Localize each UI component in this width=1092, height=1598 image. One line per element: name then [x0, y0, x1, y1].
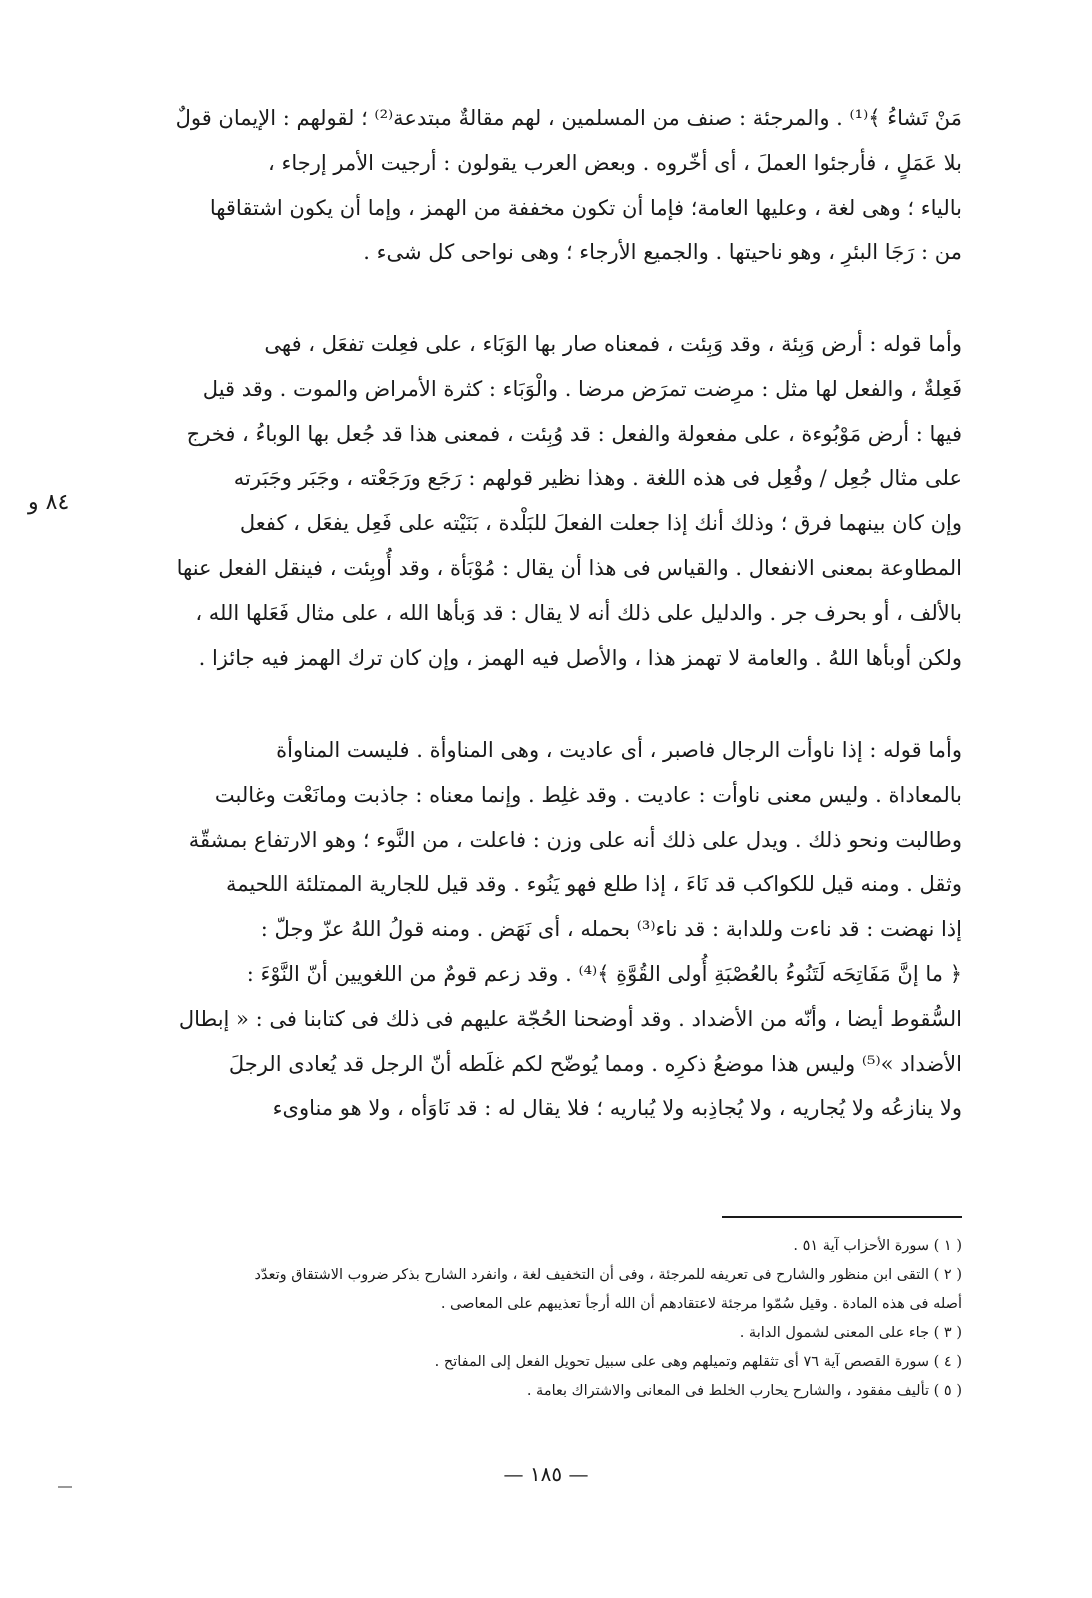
footnote-line: ( ٤ ) سورة القصص آية ٧٦ أى تثقلهم وتميلهم وهى على سبيل تحويل الفعل إلى المفاتح .	[434, 1354, 962, 1370]
text-line: المطاوعة بمعنى الانفعال . والقياس فى هذا أن يقال : مُوْبَأة ، وقد أُوبِئت ، فينقل الفعل عنها	[176, 555, 962, 580]
text-line: وأما قوله : أرض وَبِئة ، وقد وَبِئت ، فمعناه صار بها الوَبَاء ، على فعِلت تفعَل ، فهى	[264, 332, 962, 356]
text-line: بالياء ؛ وهى لغة ، وعليها العامة؛ فإما أن تكون مخففة من الهمز ، وإما أن يكون اشتقاقها	[209, 195, 962, 220]
text-line: ولكن أوبأها اللهُ . والعامة لا تهمز هذا ، والأصل فيه الهمز ، وإن كان ترك الهمز فيه جائزا .	[198, 645, 962, 670]
text-line: ﴿ ما إنَّ مَفَاتِحَه لَتَنُوءُ بالعُصْبَةِ أُولى القُوَّةِ ﴾⁽⁴⁾ . وقد زعم قومٌ من اللغويين أنّ النَّوْءَ :	[246, 961, 962, 986]
paragraph-1	[120, 96, 962, 275]
text-line: السُّقوط أيضا ، وأنّه من الأضداد . وقد أوضحنا الحُجّة عليهم فى ذلك فى كتابنا فى : « إبطال	[178, 1006, 962, 1031]
footnote-line: ( ٢ ) التقى ابن منظور والشارح فى تعريفه للمرجئة ، وفى أن التخفيف لغة ، وانفرد الشارح بذكر ضروب الاشتقاق وتعدّد	[254, 1267, 962, 1283]
page-number: — ١٨٥ —	[503, 1462, 589, 1486]
text-line: فيها : أرض مَوْبُوءة ، على مفعولة والفعل : قد وُبِئت ، فمعنى هذا قد جُعل بها الوباءُ ، فخرج	[186, 421, 962, 446]
manuscript-folio-marker: ٨٤ و	[28, 490, 70, 515]
footnote-line: ( ٥ ) تأليف مفقود ، والشارح يحارب الخلط فى المعانى والاشتراك بعامة .	[526, 1383, 962, 1399]
text-line: من : رَجَا البئرِ ، وهو ناحيتها . والجميع الأرجاء ؛ وهى نواحى كل شىء .	[363, 240, 962, 265]
footnote-line: ( ١ ) سورة الأحزاب آية ٥١ .	[793, 1238, 962, 1254]
text-line: وأما قوله : إذا ناوأت الرجال فاصبر ، أى عاديت ، وهى المناوأة . فليست المناوأة	[276, 738, 962, 762]
footnote-line: أصله فى هذه المادة . وقيل سُمّوا مرجئة لاعتقادهم أن الله أرجأ تعذيبهم على المعاصى .	[440, 1296, 962, 1312]
text-line: وطالبت ونحو ذلك . ويدل على ذلك أنه على وزن : فاعلت ، من النَّوء ؛ وهو الارتفاع بمشقّة	[188, 827, 962, 852]
text-line: إذا نهضت : قد ناءت وللدابة : قد ناء⁽³⁾ بحمله ، أى نَهَض . ومنه قولُ اللهُ عزّ وجلّ :	[260, 917, 962, 942]
text-line: بالمعاداة . وليس معنى ناوأت : عاديت . وقد غلِط . وإنما معناه : جاذبت ومانَعْت وغالبت	[214, 782, 962, 807]
text-line: بلا عَمَلٍ ، فأرجئوا العملَ ، أى أخّروه . وبعض العرب يقولون : أرجيت الأمر إرجاء ،	[268, 150, 962, 175]
text-line: وإن كان بينهما فرق ؛ وذلك أنك إذا جعلت الفعلَ للبَلْدة ، بَنَيْته على فَعِل يفعَل ، كفعل	[239, 511, 962, 536]
text-line: بالألف ، أو بحرف جر . والدليل على ذلك أنه لا يقال : قد وَبأها الله ، على مثال فَعَلها الله ،	[195, 600, 962, 625]
text-line: وثقل . ومنه قيل للكواكب قد نَاءَ ، إذا طلع فهو يَنُوء . وقد قيل للجارية الممتلئة اللحيمة	[225, 872, 962, 897]
text-line: على مثال جُعِل / وفُعِل فى هذه اللغة . وهذا نظير قولهم : رَجَع ورَجَعْته ، وجَبَر وجَبَرته	[233, 466, 962, 491]
paragraph-3	[120, 728, 962, 1131]
text-line: ولا ينازعُه ولا يُجاريه ، ولا يُجاذِبه ولا يُباريه ؛ فلا يقال له : قد نَاوَأه ، ولا هو مناوىء	[272, 1096, 962, 1121]
text-line: مَنْ تَشاءُ ﴾⁽¹⁾ . والمرجئة : صنف من المسلمين ، لهم مقالةٌ مبتدعة⁽²⁾ ؛ لقولهم : الإيمان قولٌ	[175, 106, 962, 130]
text-line: الأضداد »⁽⁵⁾ وليس هذا موضعُ ذكرِه . ومما يُوضّح لكم غلَطه أنّ الرجل قد يُعادى الرجلَ	[228, 1051, 962, 1076]
scan-mark	[58, 1486, 72, 1488]
footnote-line: ( ٣ ) جاء على المعنى لشمول الدابة .	[739, 1325, 962, 1341]
text-line: فَعِلةٌ ، والفعل لها مثل : مرِضت تمرَض مرضا . والْوَبَاء : كثرة الأمراض والموت . وقد قيل	[202, 376, 962, 401]
footnotes	[120, 1232, 962, 1406]
paragraph-2	[120, 322, 962, 680]
footnote-divider	[722, 1216, 962, 1218]
